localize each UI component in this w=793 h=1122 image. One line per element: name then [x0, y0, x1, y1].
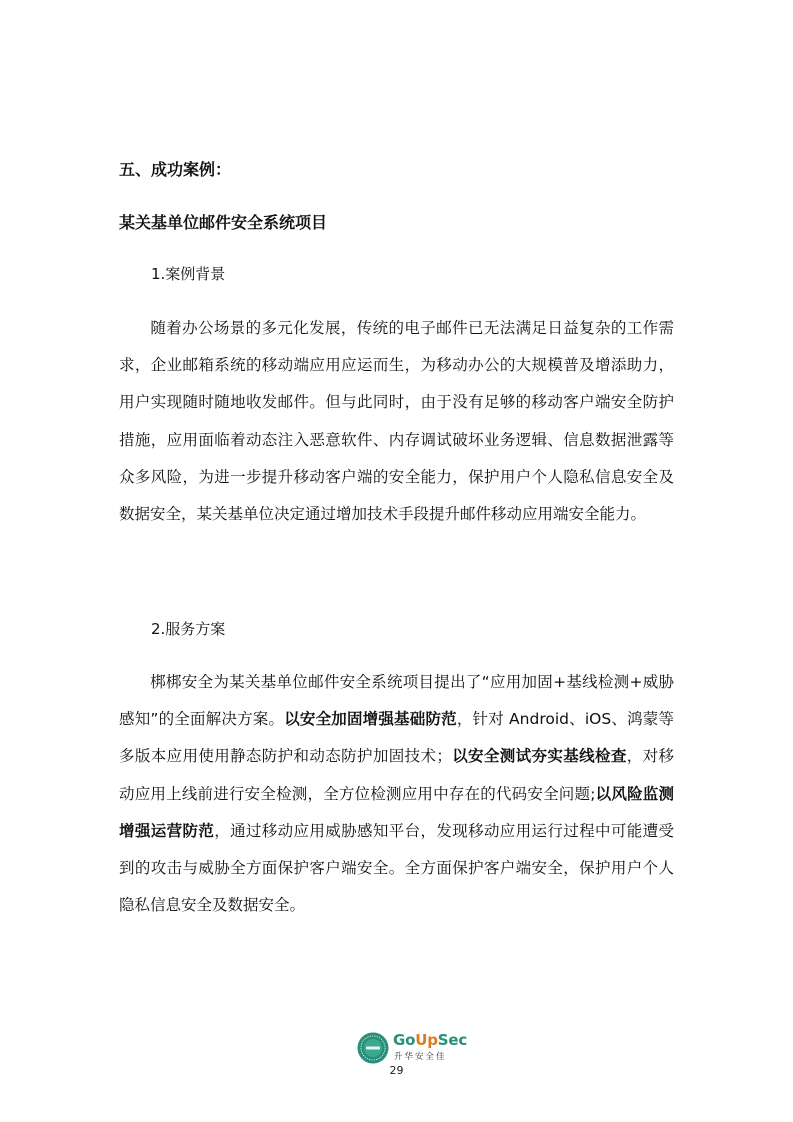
- section-title: 五、成功案例：: [119, 160, 232, 179]
- solution-text-1: 梆梆安全为某关基单位邮件安全系统项目提出了“应用加固+基线检测+威胁感知”的全面解决方案。: [119, 673, 674, 729]
- solution-heading: 2.服务方案: [151, 620, 226, 638]
- page-number: 29: [389, 1064, 404, 1077]
- brand-name-part-up: Up: [415, 1031, 438, 1049]
- brand-name-part-sec: Sec: [437, 1031, 468, 1049]
- background-heading: 1.案例背景: [151, 265, 226, 283]
- brand-tagline: 升华安全佳: [394, 1052, 447, 1062]
- solution-text-3: ，对移动应用上线前进行安全检测，全方位检测应用中存在的代码安全问题;: [119, 747, 674, 803]
- background-paragraph: [119, 310, 674, 533]
- project-title: 某关基单位邮件安全系统项目: [119, 213, 328, 232]
- solution-bold-2: 以安全测试夯实基线检查: [451, 747, 627, 766]
- solution-text-2: ，针对 Android、iOS、鸿蒙等多版本应用使用静态防护和动态防护加固技术；: [119, 710, 674, 766]
- solution-bold-3: 以风险监测增强运营防范: [119, 784, 674, 840]
- solution-paragraph: [119, 664, 674, 924]
- brand-name-part-go: Go: [393, 1031, 416, 1049]
- background-text: 随着办公场景的多元化发展，传统的电子邮件已无法满足日益复杂的工作需求，企业邮箱系统的移动端应用应运而生，为移动办公的大规模普及增添助力，用户实现随时随地收发邮件。但与此同时，由于没有足够的移动客户端安全防护措施，应用面临着动态注入恶意软件、内存调试破坏业务逻辑、信息数据泄露等众多风险，为进一步提升移动客户端的安全能力，保护用户个人隐私信息安全及数据安全，某关基单位决定通过增加技术手段提升邮件移动应用端安全能力。: [119, 319, 674, 524]
- brand-name: [393, 1031, 467, 1049]
- solution-bold-1: 以安全加固增强基础防范: [284, 710, 457, 729]
- page-footer: [0, 1028, 793, 1088]
- goupsec-seal-icon: [357, 1032, 389, 1064]
- solution-text-4: ，通过移动应用威胁感知平台，发现移动应用运行过程中可能遭受到的攻击与威胁全方面保护客户端安全。全方面保护客户端安全，保护用户个人隐私信息安全及数据安全。: [119, 821, 674, 915]
